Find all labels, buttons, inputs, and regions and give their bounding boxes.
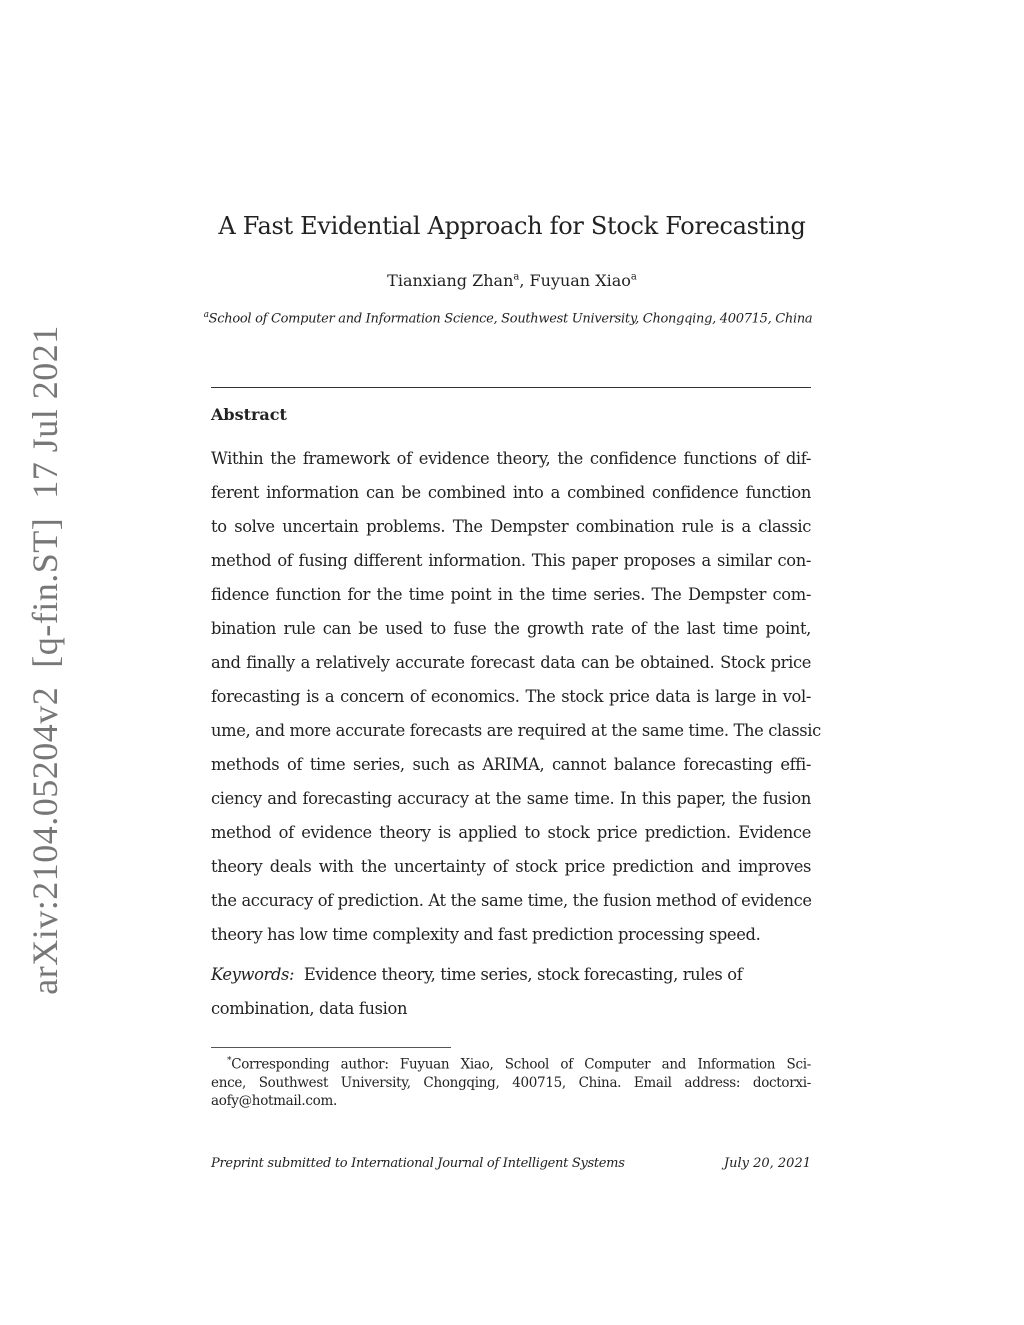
footnote-line bbox=[211, 1052, 811, 1074]
abstract-line: fidence function for the time point in the time series. The Dempster com- bbox=[211, 585, 811, 604]
abstract-line: Within the framework of evidence theory, the confidence functions of dif- bbox=[211, 449, 811, 468]
author-name: Tianxiang Zhan bbox=[387, 271, 514, 290]
abstract-top-rule bbox=[211, 387, 811, 388]
author-affil-mark: a bbox=[630, 271, 637, 283]
abstract-line: bination rule can be used to fuse the growth rate of the last time point, bbox=[211, 619, 811, 638]
abstract-body bbox=[211, 447, 821, 957]
abstract-line: method of evidence theory is applied to stock price prediction. Evidence bbox=[211, 823, 811, 842]
footnote-mark: * bbox=[227, 1056, 232, 1066]
footnote-rule bbox=[211, 1047, 451, 1048]
keywords-text-cont: combination, data fusion bbox=[211, 999, 408, 1018]
abstract-line: methods of time series, such as ARIMA, cannot balance forecasting effi- bbox=[211, 755, 811, 774]
abstract-line: forecasting is a concern of economics. The stock price data is large in vol- bbox=[211, 687, 811, 706]
preprint-note: Preprint submitted to International Journal of Intelligent Systems bbox=[211, 1156, 625, 1171]
keywords bbox=[211, 958, 742, 1026]
keywords-label: Keywords: bbox=[211, 965, 295, 984]
abstract-line: ferent information can be combined into a combined confidence function bbox=[211, 483, 811, 502]
author-affil-mark: a bbox=[513, 271, 520, 283]
abstract-line: theory has low time complexity and fast prediction processing speed. bbox=[211, 925, 761, 944]
abstract-line: and finally a relatively accurate forecast data can be obtained. Stock price bbox=[211, 653, 811, 672]
abstract-heading: Abstract bbox=[211, 405, 287, 424]
preprint-date: July 20, 2021 bbox=[723, 1156, 811, 1171]
footnote bbox=[211, 1052, 811, 1110]
affiliation-mark: a bbox=[203, 310, 209, 320]
footnote-line: aofy@hotmail.com. bbox=[211, 1092, 338, 1109]
arxiv-side-stamp: arXiv:2104.05204v2 [q-fin.ST] 17 Jul 2021 bbox=[25, 325, 65, 995]
affiliation-text: School of Computer and Information Science, Southwest University, Chongqing, 400715, China bbox=[208, 311, 813, 327]
keywords-text: Evidence theory, time series, stock forecasting, rules of bbox=[303, 965, 743, 984]
abstract-line: to solve uncertain problems. The Dempster combination rule is a classic bbox=[211, 517, 811, 536]
abstract-line: method of fusing different information. This paper proposes a similar con- bbox=[211, 551, 811, 570]
abstract-line: ume, and more accurate forecasts are required at the same time. The classic bbox=[211, 721, 821, 740]
author-name: Fuyuan Xiao bbox=[529, 271, 631, 290]
footnote-line: ence, Southwest University, Chongqing, 400715, China. Email address: doctorxi- bbox=[211, 1074, 811, 1091]
authors bbox=[0, 271, 1024, 290]
affiliation bbox=[0, 310, 1016, 326]
footnote-text: Corresponding author: Fuyuan Xiao, School of Computer and Information Sci- bbox=[231, 1056, 811, 1073]
abstract-line: ciency and forecasting accuracy at the same time. In this paper, the fusion bbox=[211, 789, 811, 808]
author-separator: , bbox=[519, 271, 530, 290]
abstract-line: theory deals with the uncertainty of stock price prediction and improves bbox=[211, 857, 811, 876]
abstract-line: the accuracy of prediction. At the same time, the fusion method of evidence bbox=[211, 891, 812, 910]
paper-title: A Fast Evidential Approach for Stock Forecasting bbox=[218, 212, 806, 240]
